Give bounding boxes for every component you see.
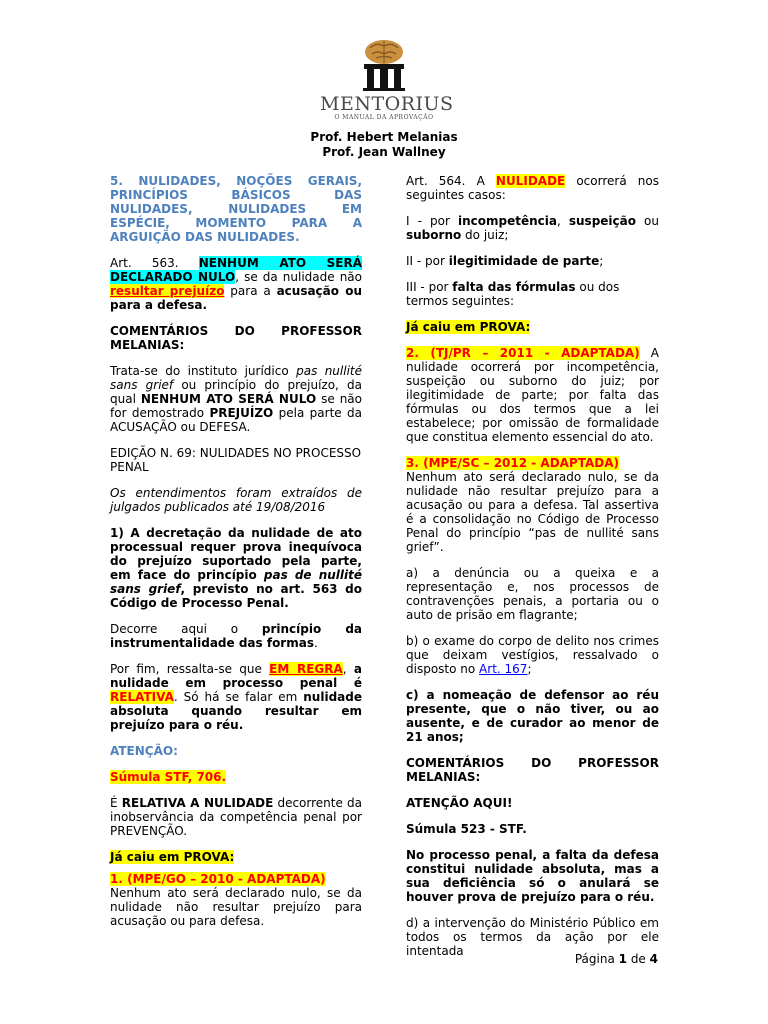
sumula-706: Súmula STF, 706. — [110, 770, 227, 784]
inciso-ii: II - por ilegitimidade de parte; — [406, 254, 604, 268]
professor-2: Prof. Jean Wallney — [322, 145, 446, 159]
entendimentos-paragraph: Os entendimentos foram extraídos de julgados publicados até 19/08/2016 — [110, 486, 362, 514]
left-column — [110, 174, 362, 940]
comentarios-heading: COMENTÁRIOS DO PROFESSOR MELANIAS: — [110, 324, 362, 352]
right-column — [406, 174, 659, 970]
alinea-c: c) a nomeação de defensor ao réu presente, que o não tiver, ou ao ausente, e de curador ao menor de 21 anos; — [406, 688, 659, 744]
atencao-heading: ATENÇÃO: — [110, 744, 178, 758]
question-1: 1. (MPE/GO – 2010 - ADAPTADA) Nenhum ato será declarado nulo, se da nulidade não resultar prejuízo para acusação ou para defesa. — [110, 872, 362, 928]
professor-1: Prof. Hebert Melanias — [310, 130, 458, 144]
mentorius-brain-pillars-logo-icon — [360, 38, 408, 92]
noprocesso-paragraph: No processo penal, a falta da defesa constitui nulidade absoluta, mas a sua deficiência só o anulará se houver prova de prejuízo para o réu. — [406, 848, 659, 904]
atencao-aqui: ATENÇÃO AQUI! — [406, 796, 513, 810]
trata-paragraph: Trata-se do instituto jurídico pas nullité sans grief ou princípio do prejuízo, da qual NENHUM ATO SERÁ NULO se não for demostrado PREJUÍZO pela parte da ACUSAÇÃO ou DEFESA. — [110, 364, 363, 434]
alinea-a: a) a denúncia ou a queixa e a representação e, nos processos de contravenções penais, a portaria ou o auto de prisão em flagrante; — [406, 566, 659, 622]
brand-name: MENTORIUS — [320, 93, 454, 115]
art-563: Art. 563. NENHUM ATO SERÁ DECLARADO NULO, se da nulidade não resultar prejuízo para a acusação ou para a defesa. — [110, 256, 362, 312]
art-564: Art. 564. A NULIDADE ocorrerá nos seguintes casos: — [406, 174, 659, 202]
relativa-paragraph: É RELATIVA A NULIDADE decorrente da inobservância da competência penal por PREVENÇÃO. — [110, 796, 363, 838]
alinea-d: d) a intervenção do Ministério Público em todos os termos da ação por ele intentada — [406, 916, 659, 958]
ja-caiu-heading-left: Já caiu em PROVA: — [110, 850, 235, 864]
logo — [320, 38, 454, 124]
inciso-i: I - por incompetência, suspeição ou suborno do juiz; — [406, 214, 659, 242]
porfim-paragraph: Por fim, ressalta-se que EM REGRA, a nulidade em processo penal é RELATIVA. Só há se falar em nulidade absoluta quando resultar em prejuízo para o réu. — [110, 662, 362, 732]
art-167-link[interactable]: Art. 167 — [479, 662, 528, 676]
question-3: 3. (MPE/SC – 2012 - ADAPTADA) Nenhum ato será declarado nulo, se da nulidade não resultar prejuízo para a acusação ou para a defesa. Tal assertiva é a consolidação no Código de Processo Penal do princípio “pas de nullité sans grief”. — [406, 456, 659, 554]
brand-tagline: O MANUAL DA APROVAÇÃO — [334, 114, 434, 121]
edicao-paragraph: EDIÇÃO N. 69: NULIDADES NO PROCESSO PENAL — [110, 446, 362, 474]
ja-caiu-heading-right: Já caiu em PROVA: — [406, 320, 531, 334]
alinea-b: b) o exame do corpo de delito nos crimes que deixam vestígios, ressalvado o disposto no Art. 167; — [406, 634, 659, 676]
question-2: 2. (TJ/PR – 2011 - ADAPTADA) A nulidade ocorrerá por incompetência, suspeição ou suborno do juiz; por ilegitimidade de parte; por falta das fórmulas ou dos termos que a lei estabelece; por omissão de formalidade que constitua elemento essencial do ato. — [406, 346, 659, 444]
professors-header — [0, 130, 768, 160]
inciso-iii: III - por falta das fórmulas ou dos termos seguintes: — [406, 280, 620, 308]
page-number: Página 1 de 4 — [574, 952, 658, 966]
sumula-523: Súmula 523 - STF. — [406, 822, 527, 836]
comentarios-heading-right: COMENTÁRIOS DO PROFESSOR MELANIAS: — [406, 756, 659, 784]
item-1: 1) A decretação da nulidade de ato processual requer prova inequívoca do prejuízo suportado pela parte, em face do princípio pas de nullité sans grief, previsto no art. 563 do Código de Processo Penal. — [110, 526, 362, 610]
section-heading: 5. NULIDADES, NOÇÕES GERAIS, PRINCÍPIOS BÁSICOS DAS NULIDADES, NULIDADES EM ESPÉCIE, MOMENTO PARA A ARGUIÇÃO DAS NULIDADES. — [110, 174, 362, 244]
decorre-paragraph: Decorre aqui o princípio da instrumentalidade das formas. — [110, 622, 362, 650]
